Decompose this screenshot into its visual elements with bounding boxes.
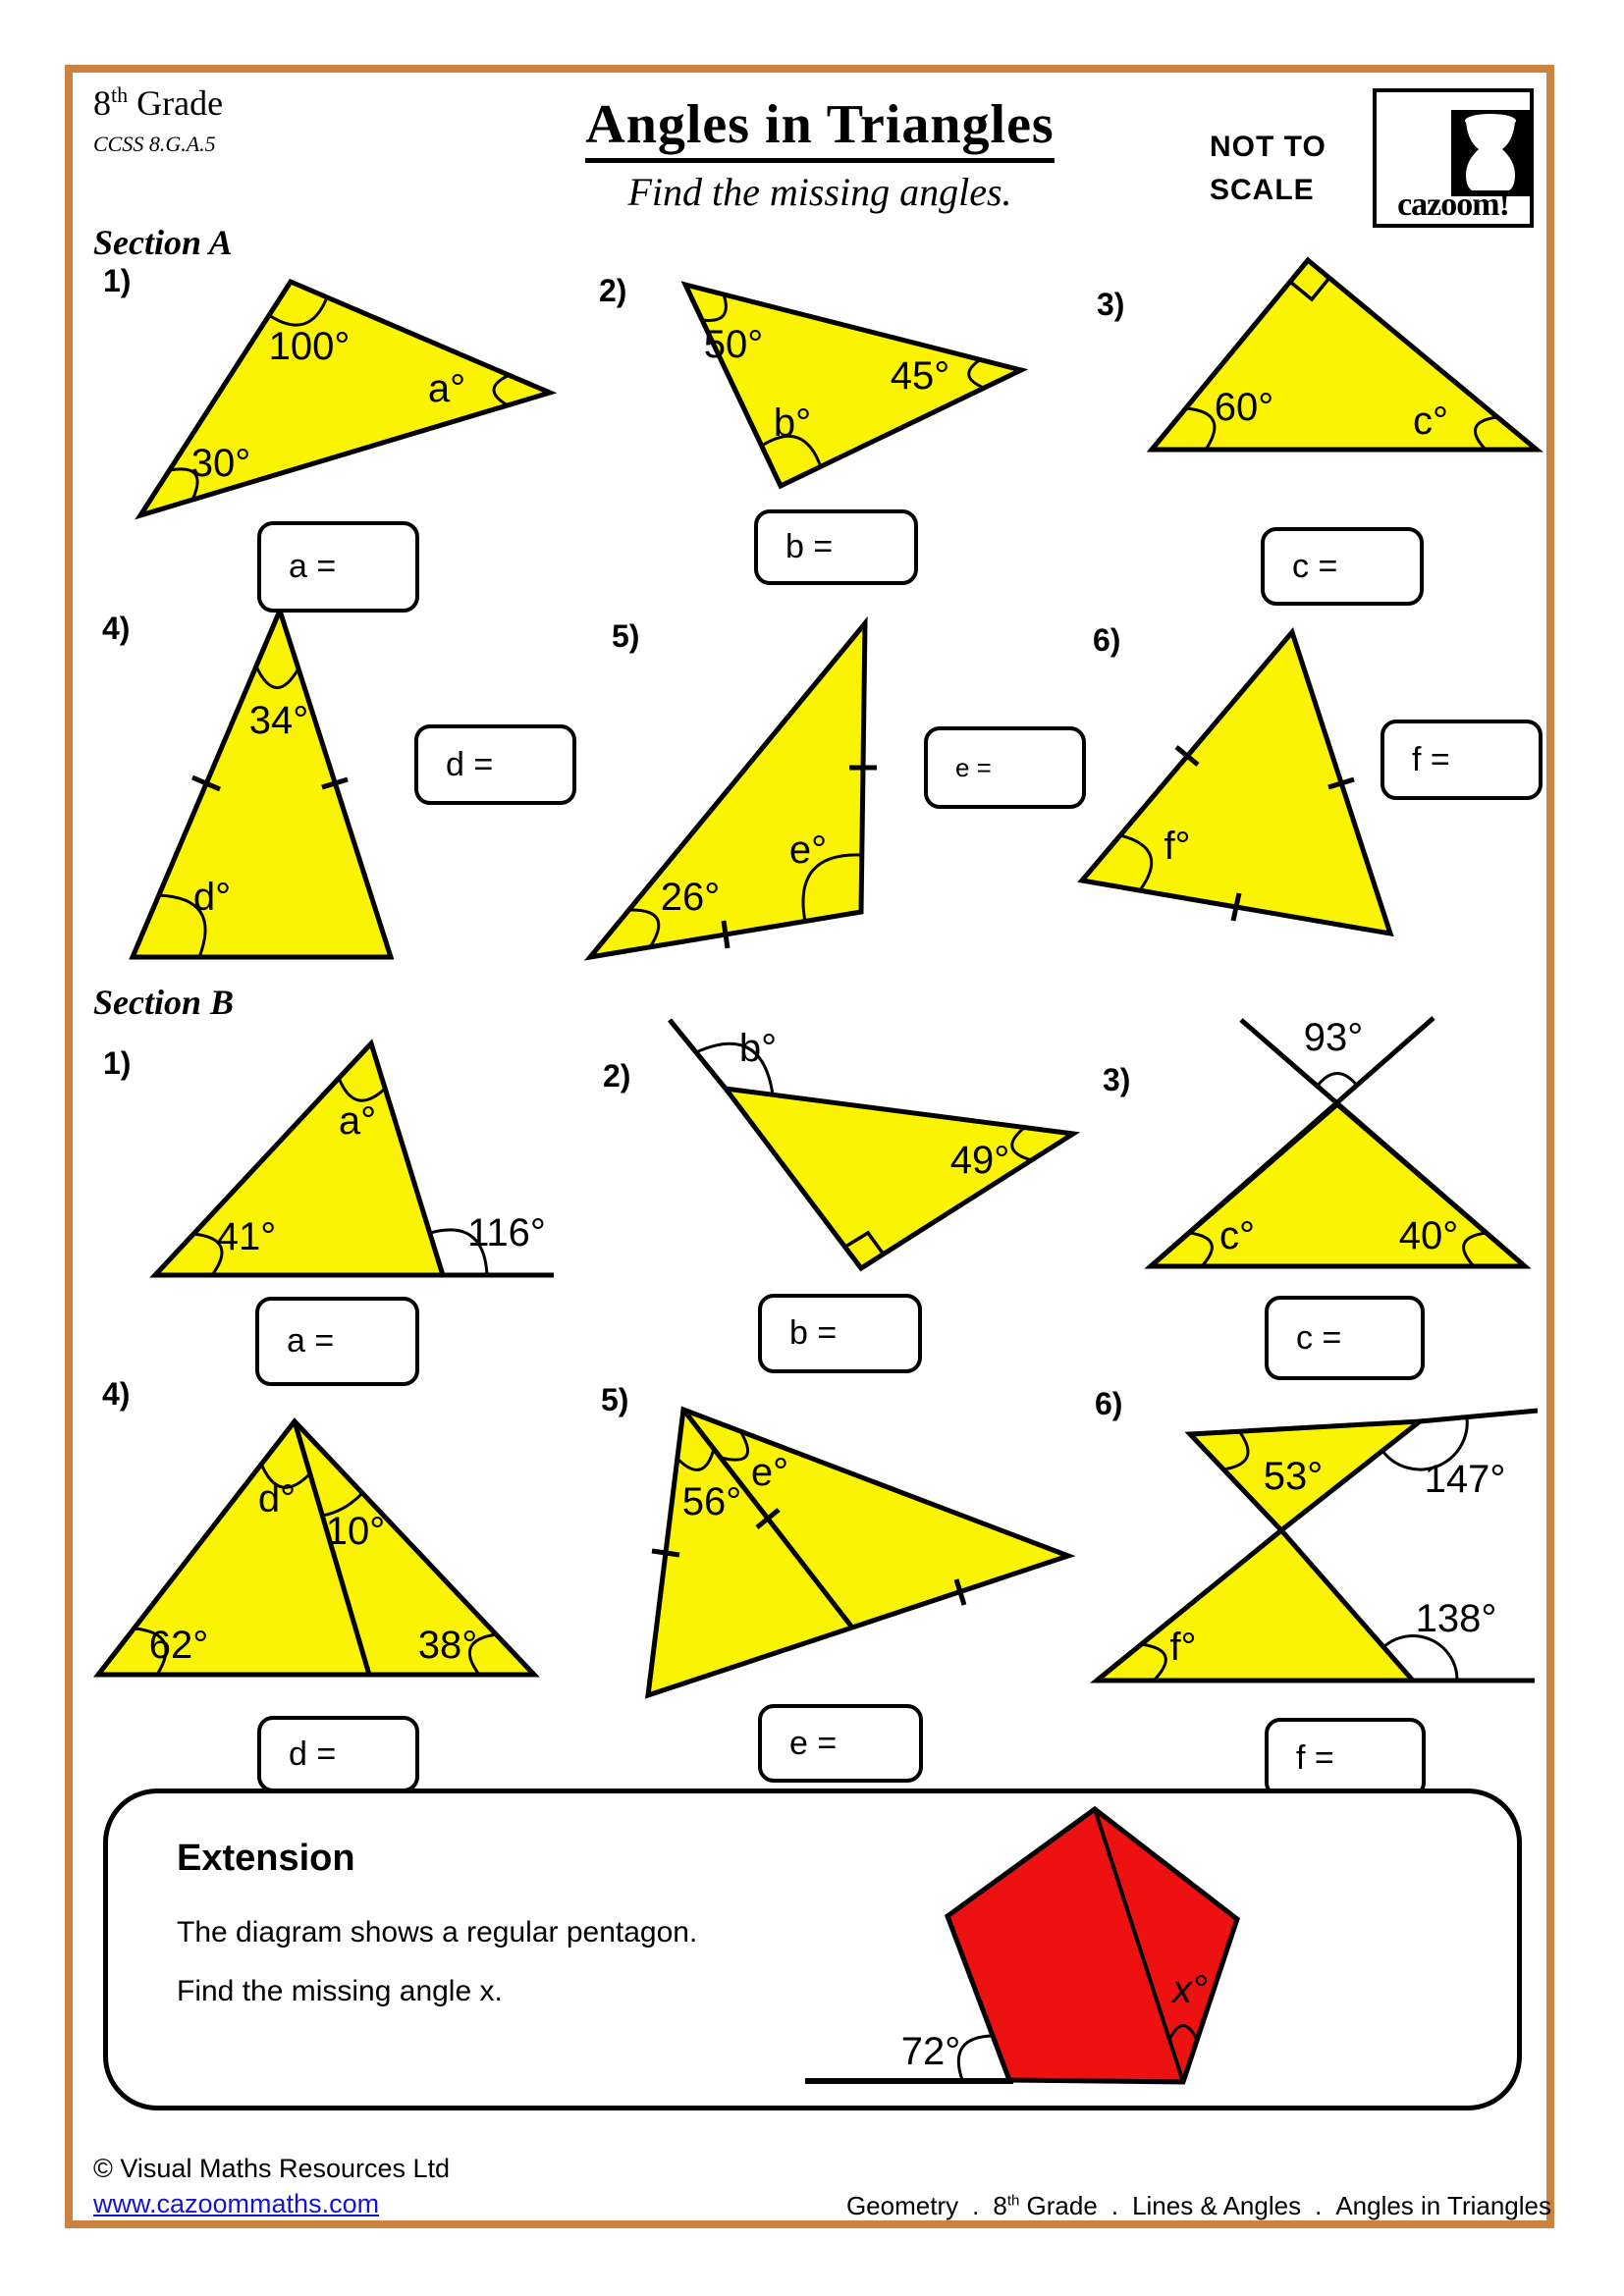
- angle-label: f°: [1169, 1626, 1197, 1669]
- breadcrumb-grade-word: Grade: [1019, 2191, 1098, 2220]
- extension-pentagon-figure: [785, 1791, 1345, 2106]
- answer-box-a1[interactable]: [257, 521, 419, 613]
- answer-box-b5[interactable]: [758, 1704, 923, 1783]
- problem-b2-number: 2): [603, 1058, 631, 1094]
- breadcrumb-separator: .: [1110, 2191, 1119, 2220]
- angle-label: 62°: [148, 1624, 209, 1667]
- angle-label: 10°: [325, 1510, 386, 1553]
- grade-suffix: th: [111, 82, 129, 107]
- angle-label: 45°: [890, 354, 950, 398]
- breadcrumb-separator: .: [972, 2191, 980, 2220]
- angle-label: 34°: [248, 699, 309, 742]
- drum-rim: [1465, 114, 1516, 128]
- triangle: [685, 285, 1021, 486]
- triangle: [648, 1410, 1068, 1695]
- answer-label: a =: [289, 548, 337, 585]
- problem-b3-number: 3): [1103, 1062, 1131, 1097]
- angle-label: d°: [192, 876, 232, 919]
- angle-label: 53°: [1263, 1455, 1324, 1498]
- side-extension: [670, 1020, 726, 1089]
- problem-a6-number: 6): [1093, 622, 1121, 658]
- answer-box-b1[interactable]: [255, 1297, 419, 1386]
- grade-word: Grade: [128, 83, 224, 123]
- ccss-standard: CCSS 8.G.A.5: [93, 132, 216, 156]
- breadcrumb-separator: .: [1315, 2191, 1323, 2220]
- angle-label: c°: [1413, 400, 1448, 443]
- answer-label: c =: [1296, 1318, 1342, 1357]
- triangle: [726, 1089, 1073, 1268]
- angle-label: c°: [1219, 1214, 1255, 1257]
- angle-label: 138°: [1415, 1597, 1497, 1640]
- answer-box-a2[interactable]: [754, 509, 918, 585]
- triangle: [133, 611, 391, 957]
- problem-b5-number: 5): [601, 1382, 629, 1417]
- breadcrumb-grade-number: 8: [993, 2191, 1007, 2220]
- angle-label: e°: [750, 1451, 789, 1494]
- problem-a1-number: 1): [103, 263, 132, 298]
- angle-arc: [1317, 1074, 1358, 1088]
- answer-box-a6[interactable]: [1380, 720, 1543, 800]
- answer-box-a4[interactable]: [414, 724, 576, 805]
- answer-box-b4[interactable]: [257, 1716, 419, 1792]
- copyright-text: © Visual Maths Resources Ltd: [93, 2154, 451, 2183]
- grade-heading: [93, 82, 223, 124]
- answer-label: b =: [785, 528, 834, 565]
- top-line-extension: [1420, 1411, 1538, 1421]
- angle-arc: [958, 2036, 993, 2080]
- answer-label: f =: [1412, 740, 1450, 778]
- problem-a4-number: 4): [102, 611, 131, 646]
- breadcrumb: [846, 2191, 1551, 2221]
- triangle: [590, 623, 865, 957]
- angle-label: a°: [338, 1099, 377, 1143]
- page-title: Angles in Triangles: [585, 96, 1054, 163]
- angle-label: 147°: [1424, 1458, 1506, 1501]
- breadcrumb-topic: Geometry: [845, 2191, 959, 2220]
- cazoom-logo: [1373, 88, 1534, 228]
- answer-box-b3[interactable]: [1265, 1296, 1425, 1380]
- angle-label: 30°: [190, 442, 251, 485]
- angle-label: f°: [1164, 825, 1191, 868]
- problem-a3-number: 3): [1097, 287, 1125, 322]
- section-b-label: Section B: [93, 983, 235, 1022]
- angle-label: 26°: [660, 876, 721, 919]
- grade-number: 8: [93, 83, 111, 123]
- problem-b6-number: 6): [1095, 1386, 1123, 1421]
- answer-box-b2[interactable]: [758, 1294, 922, 1373]
- answer-label: c =: [1292, 547, 1338, 585]
- answer-label: d =: [446, 745, 494, 783]
- answer-label: d =: [289, 1735, 337, 1773]
- answer-label: e =: [955, 752, 992, 782]
- not-to-scale-note: [1210, 126, 1326, 212]
- answer-box-a5[interactable]: [924, 726, 1086, 809]
- breadcrumb-grade-suffix: th: [1006, 2192, 1020, 2210]
- angle-label: 116°: [467, 1211, 546, 1255]
- triangle: [155, 1043, 443, 1275]
- problem-b4-number: 4): [102, 1376, 131, 1412]
- answer-box-b6[interactable]: [1265, 1718, 1426, 1798]
- angle-label: b°: [773, 401, 812, 445]
- extension-line2: Find the missing angle x.: [177, 1975, 503, 2007]
- angle-label: 38°: [417, 1624, 478, 1667]
- drum-body: [1466, 122, 1515, 190]
- logo-wordmark: cazoom!: [1397, 187, 1509, 223]
- angle-label: 100°: [268, 325, 351, 368]
- angle-label: e°: [788, 828, 828, 872]
- angle-label: 60°: [1214, 386, 1274, 429]
- extension-heading: Extension: [177, 1838, 355, 1879]
- triangle: [1097, 1530, 1413, 1681]
- not-to-scale-line1: NOT TO: [1210, 131, 1326, 163]
- angle-label: 56°: [681, 1480, 742, 1523]
- angle-label: 93°: [1303, 1016, 1364, 1059]
- answer-label: f =: [1296, 1738, 1334, 1777]
- website-link[interactable]: www.cazoommaths.com: [93, 2189, 380, 2218]
- extension-line1: The diagram shows a regular pentagon.: [177, 1916, 698, 1949]
- answer-box-a3[interactable]: [1261, 527, 1424, 606]
- not-to-scale-line2: SCALE: [1210, 174, 1315, 206]
- angle-label: 40°: [1398, 1214, 1459, 1257]
- angle-label: 41°: [216, 1215, 277, 1258]
- answer-label: a =: [287, 1322, 335, 1360]
- section-a-label: Section A: [93, 223, 233, 262]
- angle-label: b°: [738, 1027, 778, 1070]
- angle-label: 50°: [703, 323, 764, 366]
- breadcrumb-worksheet: Angles in Triangles: [1335, 2191, 1551, 2220]
- angle-label: 72°: [900, 2030, 961, 2073]
- angle-label: d°: [257, 1477, 297, 1521]
- triangle: [1152, 260, 1537, 450]
- pentagon: [947, 1809, 1237, 2082]
- answer-label: b =: [789, 1314, 838, 1352]
- angle-label: a°: [427, 367, 466, 410]
- problem-a5-number: 5): [612, 618, 640, 654]
- problem-b1-number: 1): [103, 1045, 132, 1081]
- breadcrumb-strand: Lines & Angles: [1132, 2191, 1302, 2220]
- title-wrap: [491, 96, 1149, 163]
- problem-a2-number: 2): [599, 273, 627, 308]
- triangle: [1151, 1104, 1525, 1266]
- angle-label: 49°: [949, 1139, 1010, 1182]
- answer-label: e =: [789, 1724, 838, 1762]
- page-subtitle: Find the missing angles.: [627, 170, 1012, 214]
- angle-label: x°: [1172, 1968, 1208, 2011]
